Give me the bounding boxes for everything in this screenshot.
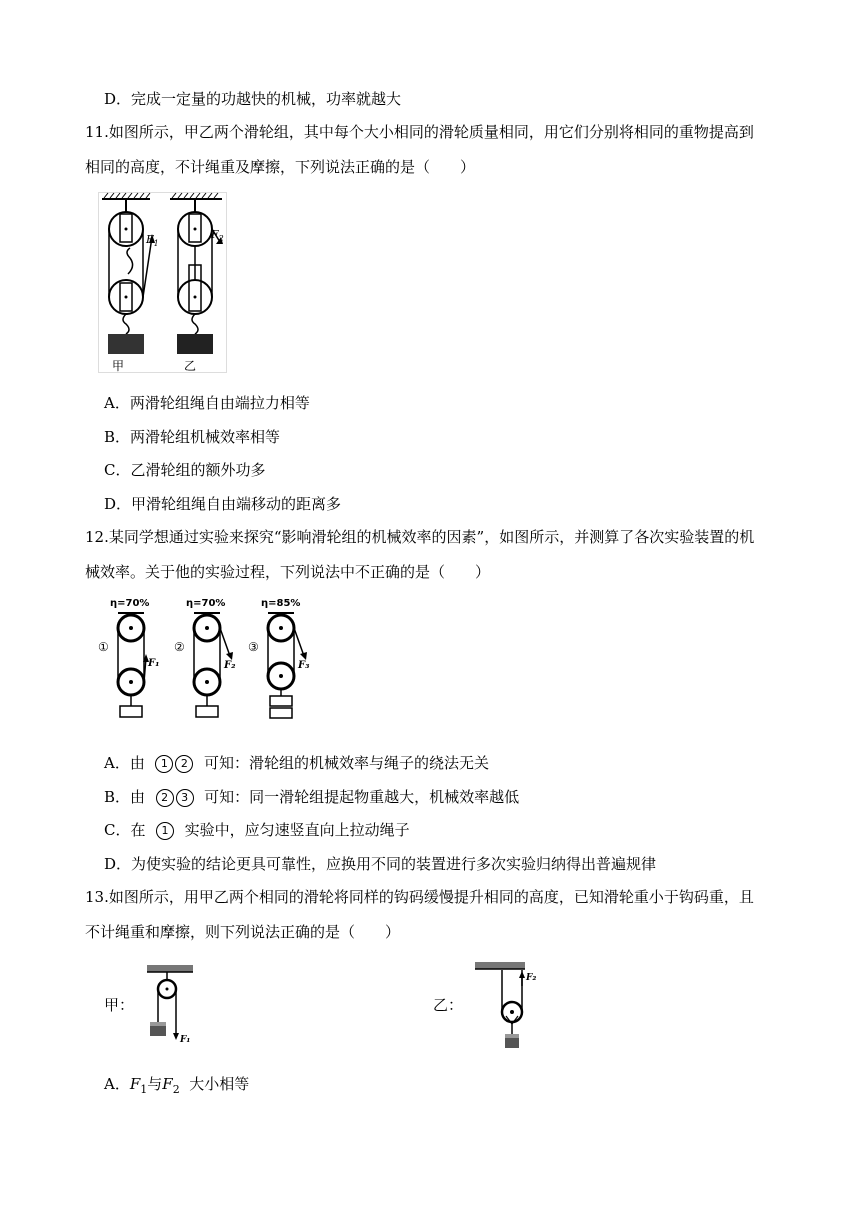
q12-option-a: A．由 1 2 可知：滑轮组的机械效率与绳子的绕法无关 <box>104 754 489 772</box>
q13-fixed-pulley-figure <box>140 962 200 1052</box>
q12-num-3: ③ <box>248 640 259 654</box>
q11-stem-line2: 相同的高度，不计绳重及摩擦，下列说法正确的是（ ） <box>85 158 476 176</box>
q12-option-b: B．由 2 3 可知：同一滑轮组提起物重越大，机械效率越低 <box>104 788 520 806</box>
q12-stem-line2: 械效率。关于他的实验过程，下列说法中不正确的是（ ） <box>85 563 491 581</box>
q13-option-a-f1: $F_1$ <box>129 1075 148 1096</box>
q11-fig-label-yi: 乙 <box>184 359 197 373</box>
q13-f1: F₁ <box>180 1035 191 1045</box>
q12-eta-1: η=70% <box>110 598 150 609</box>
q11-option-d: D．甲滑轮组绳自由端移动的距离多 <box>104 495 342 513</box>
q12-option-a-circle-2: 2 <box>175 755 193 773</box>
q13-f2: F₂ <box>526 973 537 983</box>
q12-num-1: ① <box>98 640 109 654</box>
q13-label-yi: 乙： <box>433 996 464 1014</box>
q11-pulley-figure <box>98 192 228 374</box>
q12-option-a-circle-1: 1 <box>155 755 173 773</box>
q13-label-jia: 甲： <box>104 996 135 1014</box>
q12-eta-3: η=85% <box>261 598 301 609</box>
q13-option-a: A．$F_1$与$F_2$ 大小相等 <box>104 1075 250 1096</box>
q12-num-2: ② <box>174 640 185 654</box>
q11-option-b: B．两滑轮组机械效率相等 <box>104 428 281 446</box>
q12-f2: F₂ <box>224 660 236 671</box>
q11-stem-line1: 11.如图所示，甲乙两个滑轮组，其中每个大小相同的滑轮质量相同，用它们分别将相同的重物提高到 <box>85 123 754 141</box>
q11-option-c: C．乙滑轮组的额外功多 <box>104 461 266 479</box>
q11-fig-f1-label: $F_1$ <box>146 233 159 248</box>
q12-option-b-circle-1: 2 <box>156 789 174 807</box>
q12-pulley-figure <box>98 596 318 722</box>
q11-fig-label-jia: 甲 <box>112 359 125 373</box>
q13-stem-line2: 不计绳重和摩擦，则下列说法正确的是（ ） <box>85 923 401 941</box>
q11-option-a: A．两滑轮组绳自由端拉力相等 <box>104 394 310 412</box>
q12-option-c-circle-1: 1 <box>156 822 174 840</box>
q12-option-b-circle-2: 3 <box>176 789 194 807</box>
q12-f1: F₁ <box>148 658 160 669</box>
q12-stem-line1: 12.某同学想通过实验来探究“影响滑轮组的机械效率的因素”，如图所示，并测算了各次实验装置的机 <box>85 528 755 546</box>
q12-option-d: D．为使实验的结论更具可靠性，应换用不同的装置进行多次实验归纳得出普遍规律 <box>104 855 657 873</box>
q12-f3: F₃ <box>298 660 310 671</box>
q13-movable-pulley-figure <box>473 958 543 1058</box>
q12-option-c: C．在 1 实验中，应匀速竖直向上拉动绳子 <box>104 821 410 839</box>
q12-eta-2: η=70% <box>186 598 226 609</box>
q13-stem-line1: 13.如图所示，用甲乙两个相同的滑轮将同样的钩码缓慢提升相同的高度，已知滑轮重小于钩码重，且 <box>85 888 754 906</box>
q13-option-a-f2: $F_2$ <box>162 1075 180 1096</box>
q11-fig-f2-label: $F_2$ <box>211 228 224 243</box>
q10-option-d: D．完成一定量的功越快的机械，功率就越大 <box>104 90 402 108</box>
